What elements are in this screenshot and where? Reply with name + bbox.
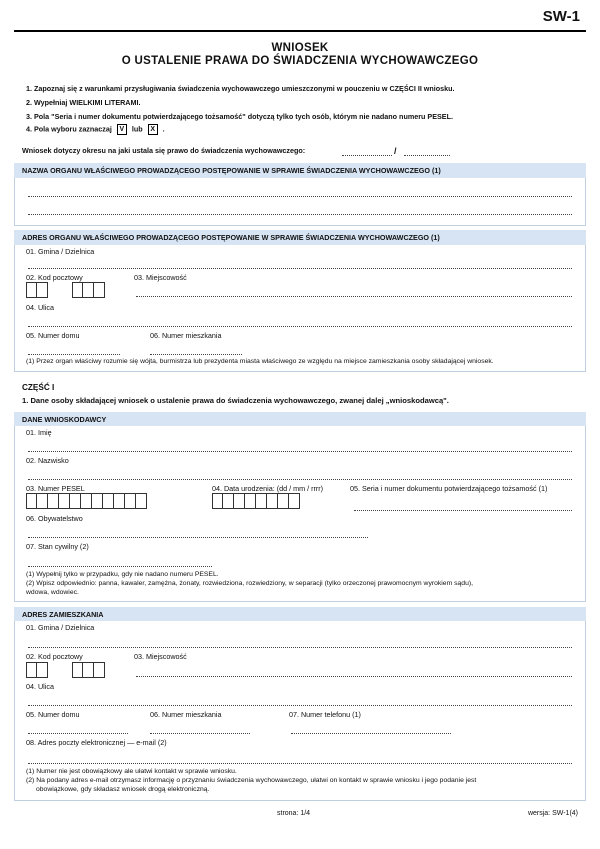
organ-apartment-label: 06. Numer mieszkania <box>150 331 222 340</box>
applicant-citizenship-field[interactable] <box>28 537 368 538</box>
applicant-id-doc-field[interactable] <box>354 510 572 511</box>
applicant-citizenship-label: 06. Obywatelstwo <box>26 514 83 523</box>
organ-name-section <box>14 178 586 226</box>
organ-postal-label: 02. Kod pocztowy <box>26 273 83 282</box>
applicant-lastname-field[interactable] <box>28 479 572 480</box>
organ-name-line-2[interactable] <box>28 214 572 215</box>
applicant-footnote-2a: (2) Wpisz odpowiednio: panna, kawaler, zamężna, żonaty, rozwiedziona, rozwiedziony, w separacji (tylko orzeczonej prawomocnym wyrokiem sądu), <box>26 580 474 587</box>
residence-header: ADRES ZAMIESZKANIA <box>14 607 586 621</box>
organ-address-footnote: (1) Przez organ właściwy rozumie się wójta, burmistrza lub prezydenta miasta właściwego ze względu na miejsce zamieszkania osoby składającej wniosek. <box>26 358 494 365</box>
applicant-firstname-label: 01. Imię <box>26 428 52 437</box>
residence-street-label: 04. Ulica <box>26 682 54 691</box>
period-separator: / <box>394 146 397 156</box>
residence-email-field[interactable] <box>28 763 572 764</box>
form-version: wersja: SW-1(4) <box>527 810 578 817</box>
instruction-4-suffix: . <box>162 124 165 134</box>
residence-postal-boxes-b[interactable] <box>72 662 105 678</box>
organ-city-label: 03. Miejscowość <box>134 273 187 282</box>
checkmark-v-sample: V <box>117 124 127 135</box>
residence-phone-label: 07. Numer telefonu (1) <box>289 710 361 719</box>
applicant-lastname-label: 02. Nazwisko <box>26 456 69 465</box>
residence-city-label: 03. Miejscowość <box>134 652 187 661</box>
organ-street-label: 04. Ulica <box>26 303 54 312</box>
organ-house-field[interactable] <box>28 354 120 355</box>
part1-subtitle: 1. Dane osoby składającej wniosek o ustalenie prawa do świadczenia wychowawczego, zwanej dalej „wnioskodawcą". <box>22 396 449 405</box>
instruction-4-or: lub <box>131 124 143 134</box>
part1-title: CZĘŚĆ I <box>22 383 55 392</box>
applicant-header: DANE WNIOSKODAWCY <box>14 412 586 426</box>
organ-apartment-field[interactable] <box>150 354 242 355</box>
period-label: Wniosek dotyczy okresu na jaki ustala się prawo do świadczenia wychowawczego: <box>22 146 306 155</box>
applicant-birthdate-boxes[interactable] <box>212 493 300 509</box>
residence-postal-label: 02. Kod pocztowy <box>26 652 83 661</box>
form-subtitle: O USTALENIE PRAWA DO ŚWIADCZENIA WYCHOWAWCZEGO <box>121 55 479 67</box>
top-rule <box>14 30 586 32</box>
organ-house-label: 05. Numer domu <box>26 331 80 340</box>
applicant-marital-label: 07. Stan cywilny (2) <box>26 542 89 551</box>
residence-street-field[interactable] <box>28 705 572 706</box>
organ-postal-boxes-b[interactable] <box>72 282 105 298</box>
checkmark-x-sample: X <box>148 124 158 135</box>
organ-gmina-field[interactable] <box>28 268 572 269</box>
applicant-pesel-boxes[interactable] <box>26 493 147 509</box>
period-from-field[interactable] <box>342 155 392 156</box>
instruction-2: 2. Wypełniaj WIELKIMI LITERAMI. <box>26 98 141 107</box>
residence-footnote-1: (1) Numer nie jest obowiązkowy ale ułatwi kontakt w sprawie wniosku. <box>26 768 237 775</box>
applicant-firstname-field[interactable] <box>28 451 572 452</box>
form-code: SW-1 <box>542 8 580 25</box>
organ-gmina-label: 01. Gmina / Dzielnica <box>26 247 95 256</box>
applicant-birthdate-label: 04. Data urodzenia: (dd / mm / rrrr) <box>212 484 324 493</box>
residence-apartment-field[interactable] <box>150 733 250 734</box>
residence-city-field[interactable] <box>136 676 572 677</box>
instruction-4 <box>26 124 165 135</box>
organ-address-section <box>14 245 586 372</box>
period-to-field[interactable] <box>404 155 450 156</box>
organ-postal-boxes-a[interactable] <box>26 282 48 298</box>
instruction-4-prefix: 4. Pola wyboru zaznaczaj <box>26 124 112 134</box>
residence-phone-field[interactable] <box>291 733 451 734</box>
residence-house-field[interactable] <box>28 733 128 734</box>
residence-gmina-label: 01. Gmina / Dzielnica <box>26 623 95 632</box>
applicant-pesel-label: 03. Numer PESEL <box>26 484 85 493</box>
form-title: WNIOSEK <box>271 42 329 54</box>
residence-house-label: 05. Numer domu <box>26 710 80 719</box>
organ-name-line-1[interactable] <box>28 196 572 197</box>
residence-email-label: 08. Adres poczty elektronicznej — e-mail (2) <box>26 738 167 747</box>
applicant-footnote-2b: wdowa, wdowiec. <box>26 589 79 596</box>
residence-postal-boxes-a[interactable] <box>26 662 48 678</box>
instruction-1: 1. Zapoznaj się z warunkami przysługiwania świadczenia wychowawczego umieszczonymi w pouczeniu w CZĘŚCI II wniosku. <box>26 84 455 93</box>
organ-city-field[interactable] <box>136 296 572 297</box>
organ-address-header: ADRES ORGANU WŁAŚCIWEGO PROWADZĄCEGO POSTĘPOWANIE W SPRAWIE ŚWIADCZENIA WYCHOWAWCZEGO (1) <box>14 230 586 245</box>
page-number: strona: 1/4 <box>277 810 311 817</box>
applicant-id-doc-label: 05. Seria i numer dokumentu potwierdzającego tożsamość (1) <box>350 484 548 493</box>
applicant-marital-field[interactable] <box>28 566 212 567</box>
residence-apartment-label: 06. Numer mieszkania <box>150 710 222 719</box>
instruction-3: 3. Pola "Seria i numer dokumentu potwierdzającego tożsamość" dotyczą tylko tych osób, którym nie nadano numeru PESEL. <box>26 112 453 121</box>
organ-name-header: NAZWA ORGANU WŁAŚCIWEGO PROWADZĄCEGO POSTĘPOWANIE W SPRAWIE ŚWIADCZENIA WYCHOWAWCZEGO (1) <box>14 163 586 178</box>
residence-footnote-2b: obowiązkowe, gdy składasz wniosek drogą elektroniczną. <box>36 786 210 793</box>
organ-street-field[interactable] <box>28 326 572 327</box>
residence-gmina-field[interactable] <box>28 647 572 648</box>
residence-footnote-2a: (2) Na podany adres e-mail otrzymasz informację o przyznaniu świadczenia wychowawczego, ułatwi on kontakt w sprawie wniosku i jego podanie jest <box>26 777 477 784</box>
applicant-footnote-1: (1) Wypełnij tylko w przypadku, gdy nie nadano numeru PESEL. <box>26 571 219 578</box>
